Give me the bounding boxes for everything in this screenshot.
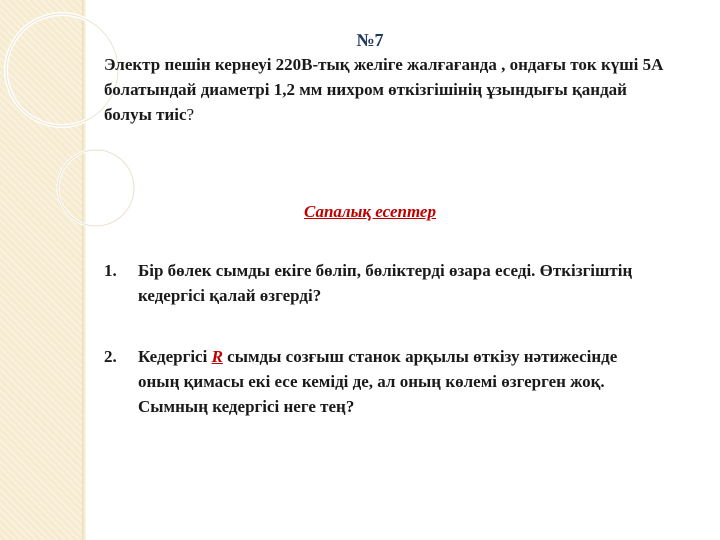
section-title: Сапалық есептер — [304, 202, 436, 221]
question-2-number: 2. — [104, 347, 117, 366]
question-1-text: Бір бөлек сымды екіге бөліп, бөліктерді өзара еседі. Өткізгіштің кедергісі қалай өзгерді? — [138, 261, 633, 305]
question-2-text-after: сымды созғыш станок арқылы өткізу нәтижесінде оның қимасы екі есе кеміді де, ал оның көлемі өзгерген жоқ. Сымның кедергісі неге тең? — [138, 347, 618, 416]
resistance-variable: R — [211, 347, 223, 366]
problem-text-body: Электр пешін кернеуі 220В-тық желіге жалғағанда , ондағы ток күші 5А болатындай диаметрі 1,2 мм нихром өткізгішінің ұзындығы қандай болуы тиіс — [104, 55, 664, 124]
problem-question-mark: ? — [186, 105, 195, 124]
question-1-number: 1. — [104, 261, 117, 280]
problem-text — [104, 52, 664, 127]
problem-number: №7 — [356, 30, 384, 50]
question-2-text-before: Кедергісі — [138, 347, 212, 366]
question-2-text — [138, 344, 658, 419]
